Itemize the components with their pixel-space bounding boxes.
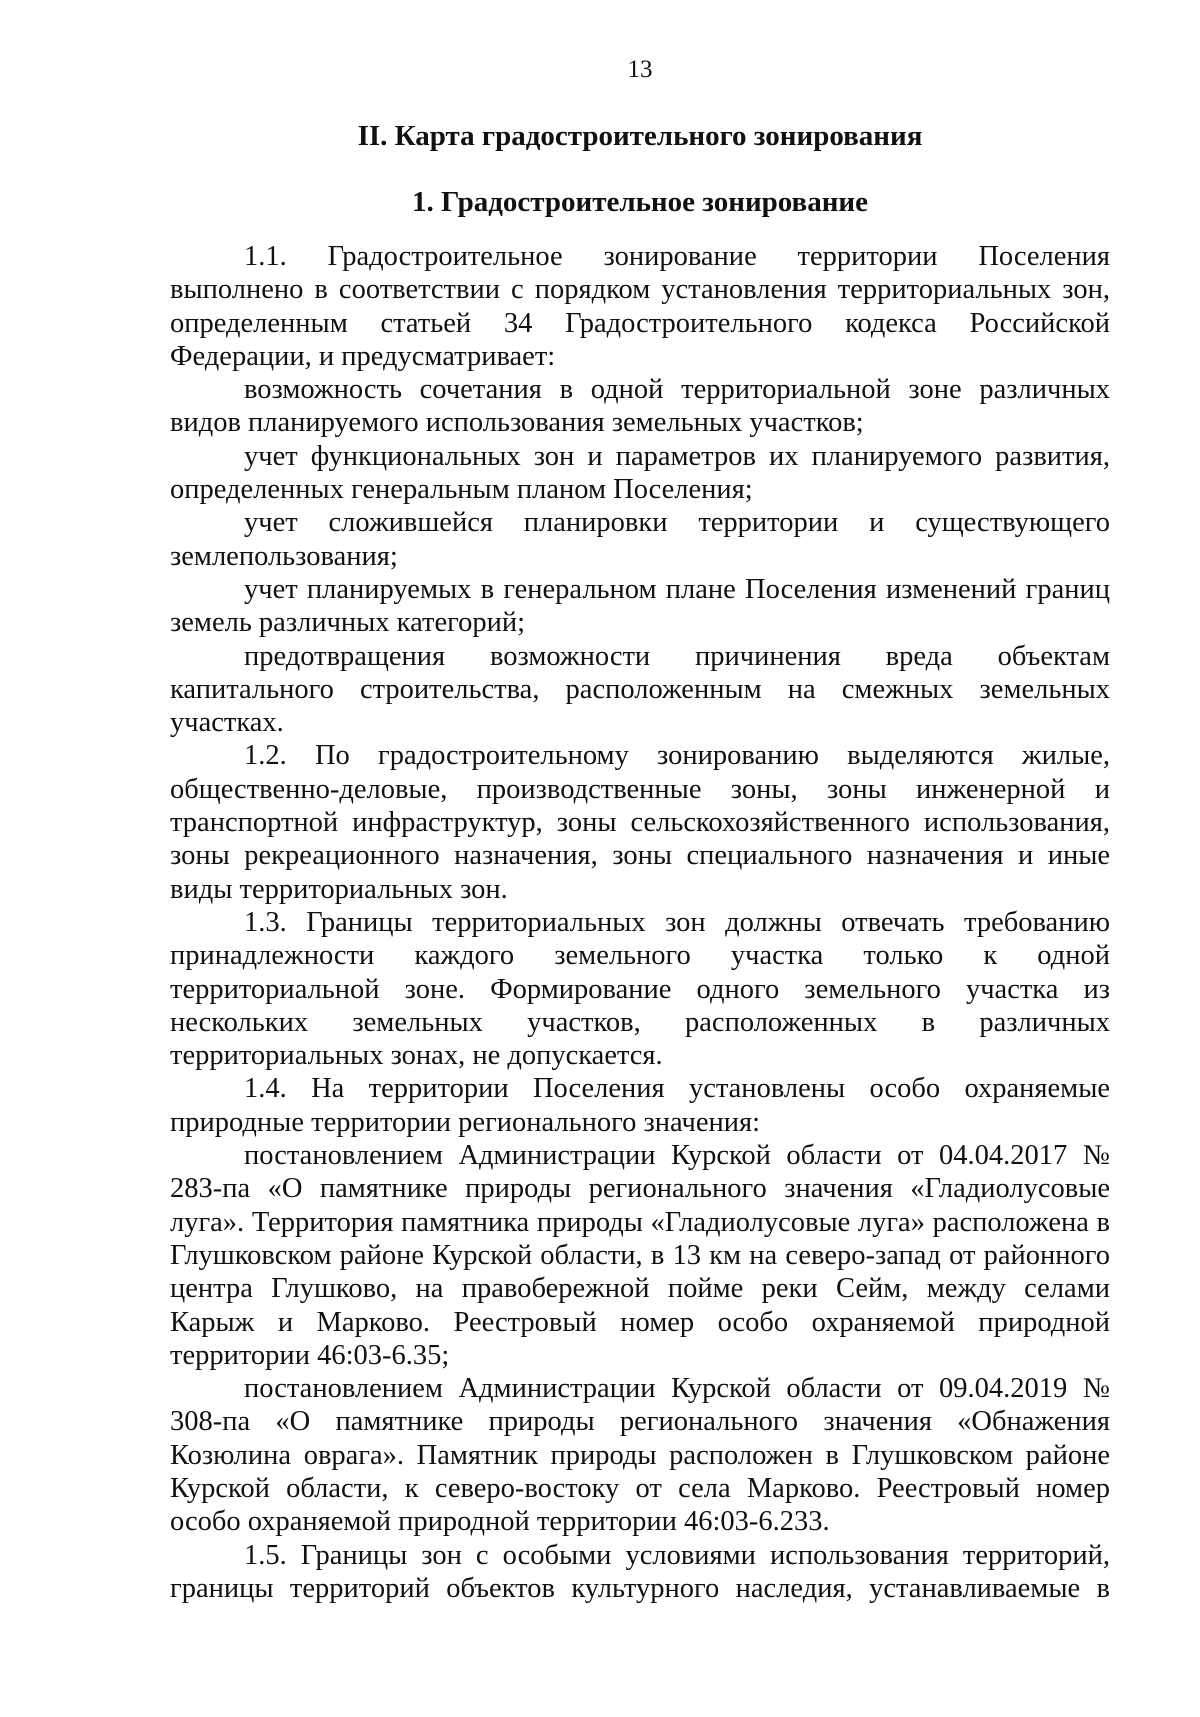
paragraph-1-1: 1.1. Градостроительное зонирование территории Поселения выполнено в соответствии с порядком установления территориальных зон, определенным статьей 34 Градостроительного кодекса Российской Федерации, и предусматривает: <box>170 241 1110 372</box>
list-item-harm-prevention: предотвращения возможности причинения вреда объектам капитального строительства, расположенным на смежных земельных участках. <box>170 640 1110 739</box>
paragraph-1-2: 1.2. По градостроительному зонированию выделяются жилые, общественно-деловые, производственные зоны, зоны инженерной и транспортной инфраструктур, зоны сельскохозяйственного использования, зоны рекреационного назначения, зоны специального назначения и иные виды территориальных зон. <box>170 740 1110 905</box>
subsection-title: 1. Градостроительное зонирование <box>411 186 869 218</box>
paragraph-1-5: 1.5. Границы зон с особыми условиями использования территорий, границы территорий объектов культурного наследия, устанавливаемые в <box>170 1539 1110 1604</box>
section-title: II. Карта градостроительного зонирования <box>357 120 923 152</box>
list-item-combination: возможность сочетания в одной территориальной зоне различных видов планируемого использования земельных участков; <box>170 374 1110 439</box>
paragraph-1-3: 1.3. Границы территориальных зон должны отвечать требованию принадлежности каждого земельного участка только к одной территориальной зоне. Формирование одного земельного участка из нескольких земельных участков, расположенных в различных территориальных зонах, не допускается. <box>170 906 1110 1072</box>
resolution-gladiolus-meadows: постановлением Администрации Курской области от 04.04.2017 № 283-па «О памятнике природы регионального значения «Гладиолусовые луга». Территория памятника природы «Гладиолусовые луга» расположена в Глушковском районе Курской области, в 13 км на северо-запад от районного центра Глушково, на правобережной пойме реки Сейм, между селами Карыж и Марково. Реестровый номер особо охраняемой природной территории 46:03-6.35; <box>170 1140 1110 1371</box>
document-body <box>170 240 1110 1605</box>
list-item-land-categories: учет планируемых в генеральном плане Поселения изменений границ земель различных категорий; <box>170 573 1110 639</box>
list-item-functional-zones: учет функциональных зон и параметров их планируемого развития, определенных генеральным планом Поселения; <box>170 440 1110 506</box>
list-item-existing-layout: учет сложившейся планировки территории и существующего землепользования; <box>170 507 1110 572</box>
resolution-kozyulin-ravine: постановлением Администрации Курской области от 09.04.2019 № 308-па «О памятнике природы регионального значения «Обнажения Козюлина оврага». Памятник природы расположен в Глушковском районе Курской области, к северо-востоку от села Марково. Реестровый номер особо охраняемой природной территории 46:03-6.233. <box>170 1373 1110 1538</box>
paragraph-1-4: 1.4. На территории Поселения установлены особо охраняемые природные территории регионального значения: <box>170 1073 1110 1138</box>
page-number: 13 <box>627 56 653 83</box>
